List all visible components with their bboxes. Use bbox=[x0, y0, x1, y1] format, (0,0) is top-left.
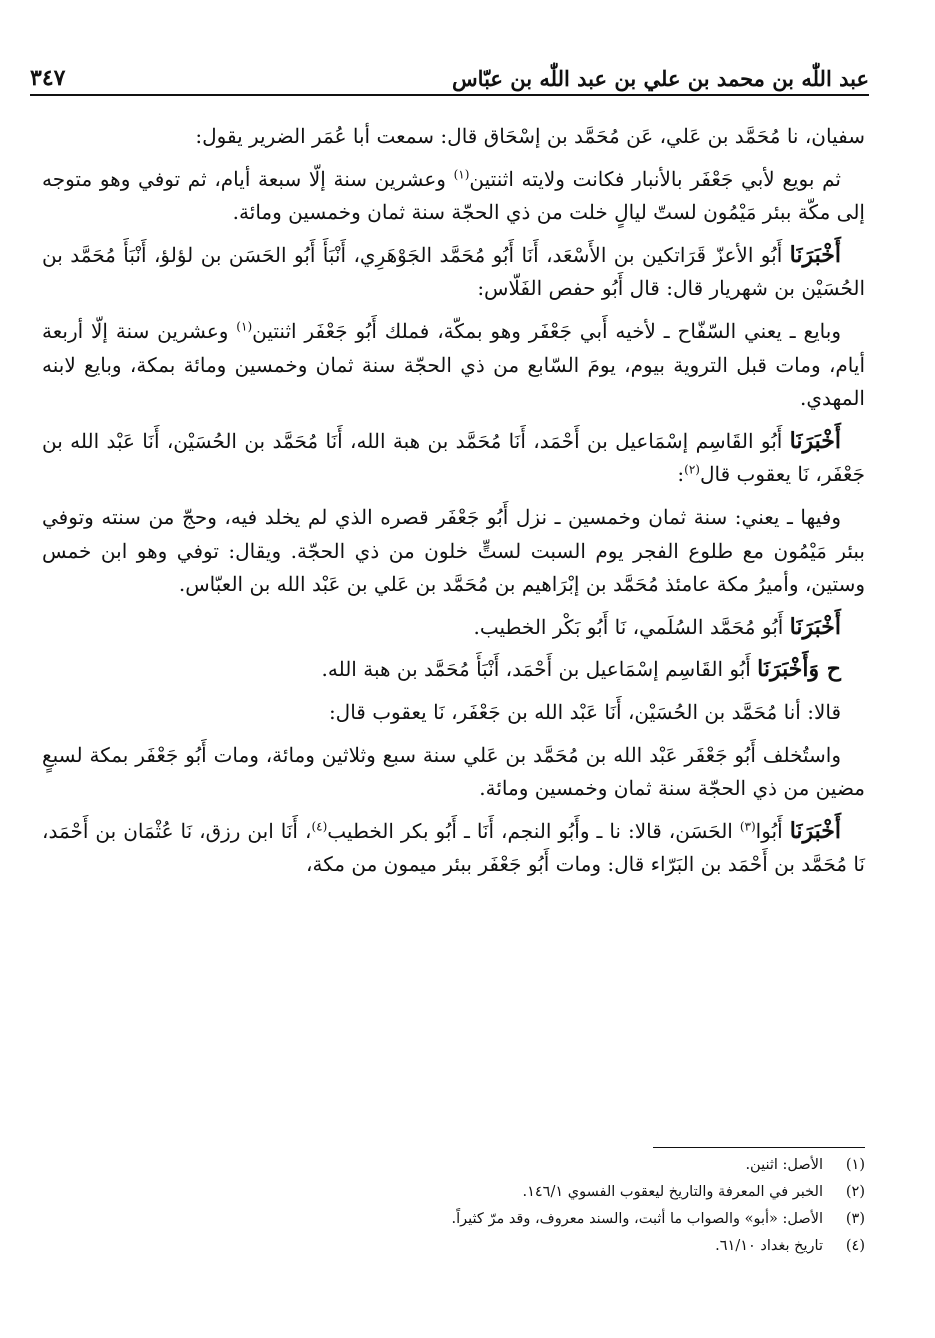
page-number: ٣٤٧ bbox=[30, 65, 66, 91]
footnote-2 bbox=[42, 1179, 865, 1206]
footnote-number: (٢) bbox=[845, 1184, 865, 1200]
paragraph-text: أَبُوا bbox=[755, 818, 790, 843]
paragraph-2 bbox=[42, 163, 865, 230]
paragraph-text: قالا: أنا مُحَمَّد بن الحُسَيْن، أَنَا عَبْد الله بن جَعْفَر، نَا يعقوب قال: bbox=[328, 699, 841, 724]
footnote-3 bbox=[42, 1206, 865, 1233]
paragraph-9 bbox=[42, 696, 865, 730]
footnote-text: الأصل: اثنين. bbox=[745, 1157, 823, 1173]
paragraph-text: سفيان، نا مُحَمَّد بن عَلي، عَن مُحَمَّد بن إسْحَاق قال: سمعت أبا عُمَر الضرير يقول: bbox=[195, 124, 865, 148]
paragraph-text: ثم بويع لأبي جَعْفَر بالأنبار فكانت ولايته اثنتين bbox=[469, 166, 841, 191]
running-title: عبد اللّٰه بن محمد بن علي بن عبد اللّٰه بن عبّاس bbox=[452, 66, 869, 91]
footnote-separator bbox=[653, 1147, 865, 1148]
paragraph-5 bbox=[42, 425, 865, 492]
paragraph-text: وبايع ـ يعني السّفّاح ـ لأخيه أَبي جَعْفَر وهو بمكّة، فملك أَبُو جَعْفَر اثنتين bbox=[252, 318, 841, 343]
footnote-text: الخبر في المعرفة والتاريخ ليعقوب الفسوي ١٤٦/١. bbox=[522, 1184, 823, 1200]
paragraph-text: أَبُو القَاسِم إسْمَاعيل بن أَحْمَد، أَنْبَأَ مُحَمَّد بن هبة الله. bbox=[321, 657, 758, 682]
isnad-keyword: أَخْبَرَنَا bbox=[789, 613, 841, 640]
isnad-keyword: أَخْبَرَنَا bbox=[789, 817, 842, 844]
paragraph-3 bbox=[42, 239, 865, 306]
running-header bbox=[30, 58, 869, 96]
isnad-keyword: وَأَخْبَرَنَا bbox=[757, 656, 820, 683]
paragraph-text: وعشرين سنة إلّا أربعة أيام، ومات قبل التروية بيوم، يومَ السّابع من ذي الحجّة سنة ثمان وخمسين ومائة بمكة، وبايع لابنه المهدي. bbox=[42, 318, 865, 411]
paragraph-10 bbox=[42, 739, 865, 806]
paragraph-text: أَبُو مُحَمَّد السُلَمي، نَا أَبُو بَكْر الخطيب. bbox=[473, 614, 790, 639]
paragraph-text: وعشرين سنة إلّا سبعة أيام، ثم توفي وهو متوجه إلى مكّة ببئر مَيْمُون لستّ ليالٍ خلت من ذي الحجّة سنة ثمان وخمسين ومائة. bbox=[42, 166, 865, 225]
paragraph-4 bbox=[42, 315, 865, 416]
footnote-marker: (١) bbox=[236, 319, 253, 334]
paragraph-1 bbox=[42, 120, 865, 154]
footnote-4 bbox=[42, 1233, 865, 1260]
footnote-marker: (٢) bbox=[684, 462, 700, 477]
paragraph-6 bbox=[42, 501, 865, 602]
footnote-marker: (٤) bbox=[311, 819, 328, 834]
paragraph-text: وفيها ـ يعني: سنة ثمان وخمسين ـ نزل أَبُو جَعْفَر قصره الذي لم يخلد فيه، وحجّ من سنته وتوفي ببئر مَيْمُون مع طلوع الفجر يوم السبت لستٍّ خلون من ذي الحجّة. ويقال: توفي وهو ابن خمس وستين، وأميرُ مكة عامئذ مُحَمَّد بن إبْرَاهيم بن مُحَمَّد بن عَلي بن عَبْد الله بن العبّاس. bbox=[42, 504, 865, 597]
paragraph-7 bbox=[42, 611, 865, 645]
isnad-keyword: أَخْبَرَنَا bbox=[789, 241, 841, 268]
paragraph-text: واستُخلف أَبُو جَعْفَر عَبْد الله بن مُحَمَّد بن عَلي سنة سبع وثلاثين ومائة، ومات أَبُو جَعْفَر بمكة لسبعٍ مضين من ذي الحجّة سنة ثمان وخمسين ومائة. bbox=[42, 742, 865, 801]
footnote-marker: (١) bbox=[453, 166, 470, 181]
footnote-text: تاريخ بغداد ٦١/١٠. bbox=[715, 1238, 823, 1254]
tahwil-marker: ح bbox=[819, 656, 841, 683]
footnote-number: (٣) bbox=[845, 1211, 865, 1227]
paragraph-text: أَبُو القَاسِم إسْمَاعيل بن أَحْمَد، أَنَا مُحَمَّد بن هبة الله، أَنَا مُحَمَّد بن الحُسَيْن، أَنَا عَبْد الله بن جَعْفَر، نَا يعقوب قال bbox=[42, 428, 865, 487]
paragraph-text: أَبُو الأعزّ قَرَاتكين بن الأَسْعَد، أَنَا أَبُو مُحَمَّد الجَوْهَرِي، أَنْبَأَ أَبُو الحَسَن بن لؤلؤ، أَنْبَأَ مُحَمَّد بن الحُسَيْن بن شهريار قال: قال أَبُو حفص الفَلّاس: bbox=[42, 242, 865, 301]
footnote-number: (١) bbox=[845, 1157, 865, 1173]
paragraph-8 bbox=[42, 653, 865, 687]
main-text bbox=[42, 120, 865, 891]
paragraph-11 bbox=[42, 815, 865, 882]
paragraph-text: : bbox=[677, 462, 685, 487]
footnote-marker: (٣) bbox=[739, 819, 756, 834]
footnote-text: الأصل: «أبو» والصواب ما أثبت، والسند معروف، وقد مرّ كثيراً. bbox=[451, 1211, 823, 1227]
footnote-number: (٤) bbox=[845, 1238, 865, 1254]
paragraph-text: ، أَنَا ابن رزق، نَا عُثْمَان بن أَحْمَد، نَا مُحَمَّد بن أَحْمَد بن البَرّاء قال: ومات أَبُو جَعْفَر ببئر ميمون من مكة، bbox=[42, 818, 865, 877]
footnotes bbox=[42, 1152, 865, 1260]
footnote-1 bbox=[42, 1152, 865, 1179]
isnad-keyword: أَخْبَرَنَا bbox=[789, 427, 841, 454]
paragraph-text: الحَسَن، قالا: نا ـ وأَبُو النجم، أَنَا ـ أَبُو بكر الخطيب bbox=[327, 818, 740, 843]
